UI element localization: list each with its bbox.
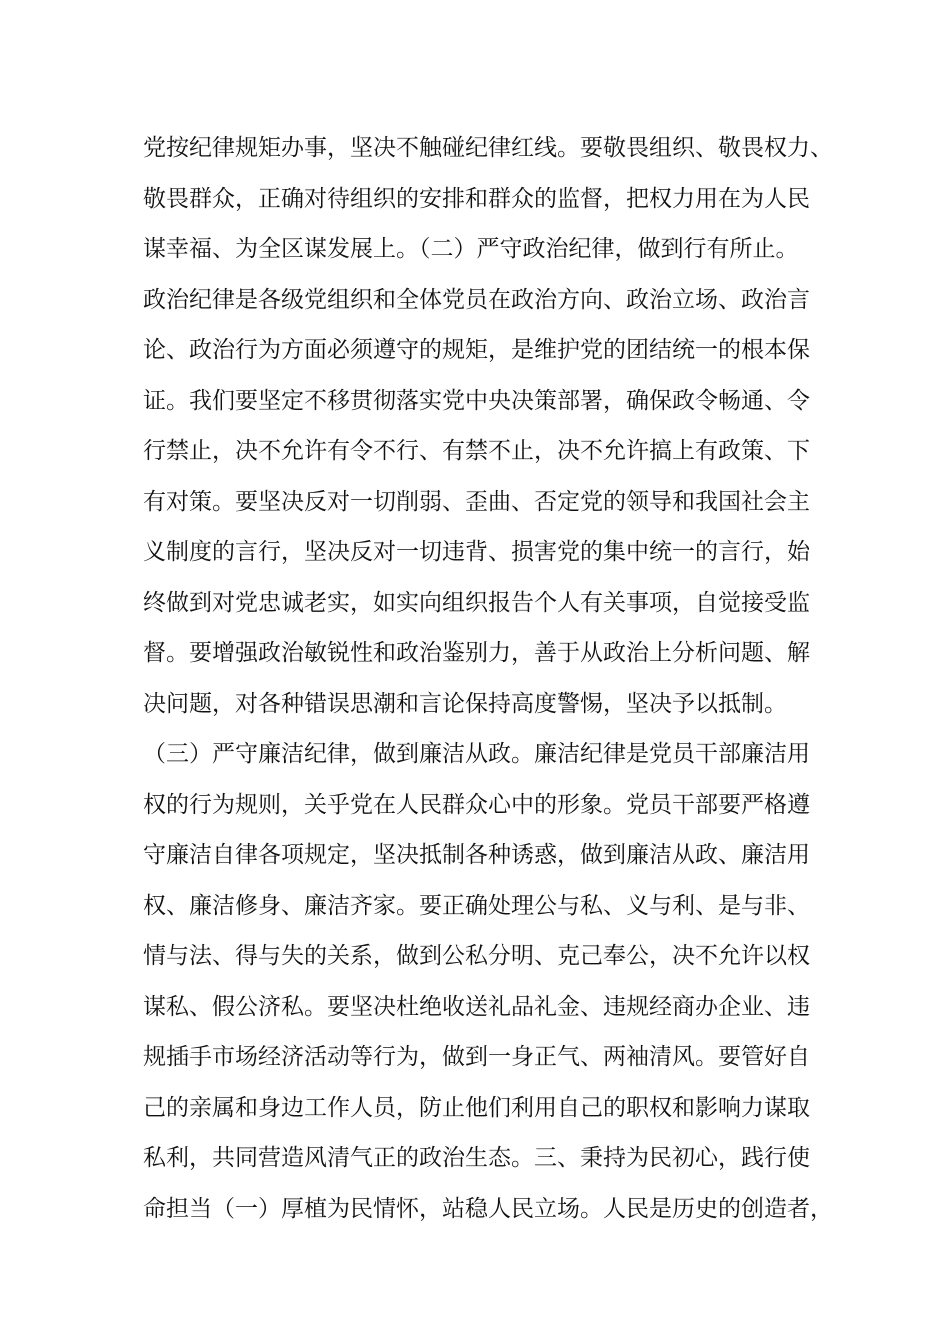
text-line: 有对策。要坚决反对一切削弱、歪曲、否定党的领导和我国社会主 <box>143 488 810 515</box>
text-line: （三）严守廉洁纪律，做到廉洁从政。廉洁纪律是党员干部廉洁用 <box>143 741 810 767</box>
text-line: 守廉洁自律各项规定，坚决抵制各种诱惑，做到廉洁从政、廉洁用 <box>143 842 810 868</box>
text-line: 论、政治行为方面必须遵守的规矩，是维护党的团结统一的根本保 <box>143 337 810 363</box>
text-line: 政治纪律是各级党组织和全体党员在政治方向、政治立场、政治言 <box>143 286 810 313</box>
text-line: 己的亲属和身边工作人员，防止他们利用自己的职权和影响力谋取 <box>143 1094 810 1121</box>
text-line: 谋私、假公济私。要坚决杜绝收送礼品礼金、违规经商办企业、违 <box>143 993 810 1020</box>
text-line: 命担当（一）厚植为民情怀，站稳人民立场。人民是历史的创造者， <box>143 1195 833 1222</box>
text-line: 终做到对党忠诚老实，如实向组织报告个人有关事项，自觉接受监 <box>143 589 810 616</box>
text-line: 权的行为规则，关乎党在人民群众心中的形象。党员干部要严格遵 <box>143 791 810 818</box>
body-text <box>143 128 833 1239</box>
text-line: 义制度的言行，坚决反对一切违背、损害党的集中统一的言行，始 <box>143 539 810 565</box>
text-line: 决问题，对各种错误思潮和言论保持高度警惕，坚决予以抵制。 <box>143 690 787 717</box>
text-line: 督。要增强政治敏锐性和政治鉴别力，善于从政治上分析问题、解 <box>143 640 810 666</box>
text-line: 规插手市场经济活动等行为，做到一身正气、两袖清风。要管好自 <box>143 1044 810 1070</box>
text-line: 情与法、得与失的关系，做到公私分明、克己奉公，决不允许以权 <box>143 943 810 969</box>
text-line: 党按纪律规矩办事，坚决不触碰纪律红线。要敬畏组织、敬畏权力、 <box>143 135 833 161</box>
text-line: 证。我们要坚定不移贯彻落实党中央决策部署，确保政令畅通、令 <box>143 387 810 414</box>
text-line: 敬畏群众，正确对待组织的安排和群众的监督，把权力用在为人民 <box>143 185 810 212</box>
text-line: 私利，共同营造风清气正的政治生态。三、秉持为民初心，践行使 <box>143 1145 810 1171</box>
text-line: 行禁止，决不允许有令不行、有禁不止，决不允许搞上有政策、下 <box>143 438 810 464</box>
text-line: 权、廉洁修身、廉洁齐家。要正确处理公与私、义与利、是与非、 <box>143 892 810 919</box>
text-line: 谋幸福、为全区谋发展上。（二）严守政治纪律，做到行有所止。 <box>143 236 799 262</box>
